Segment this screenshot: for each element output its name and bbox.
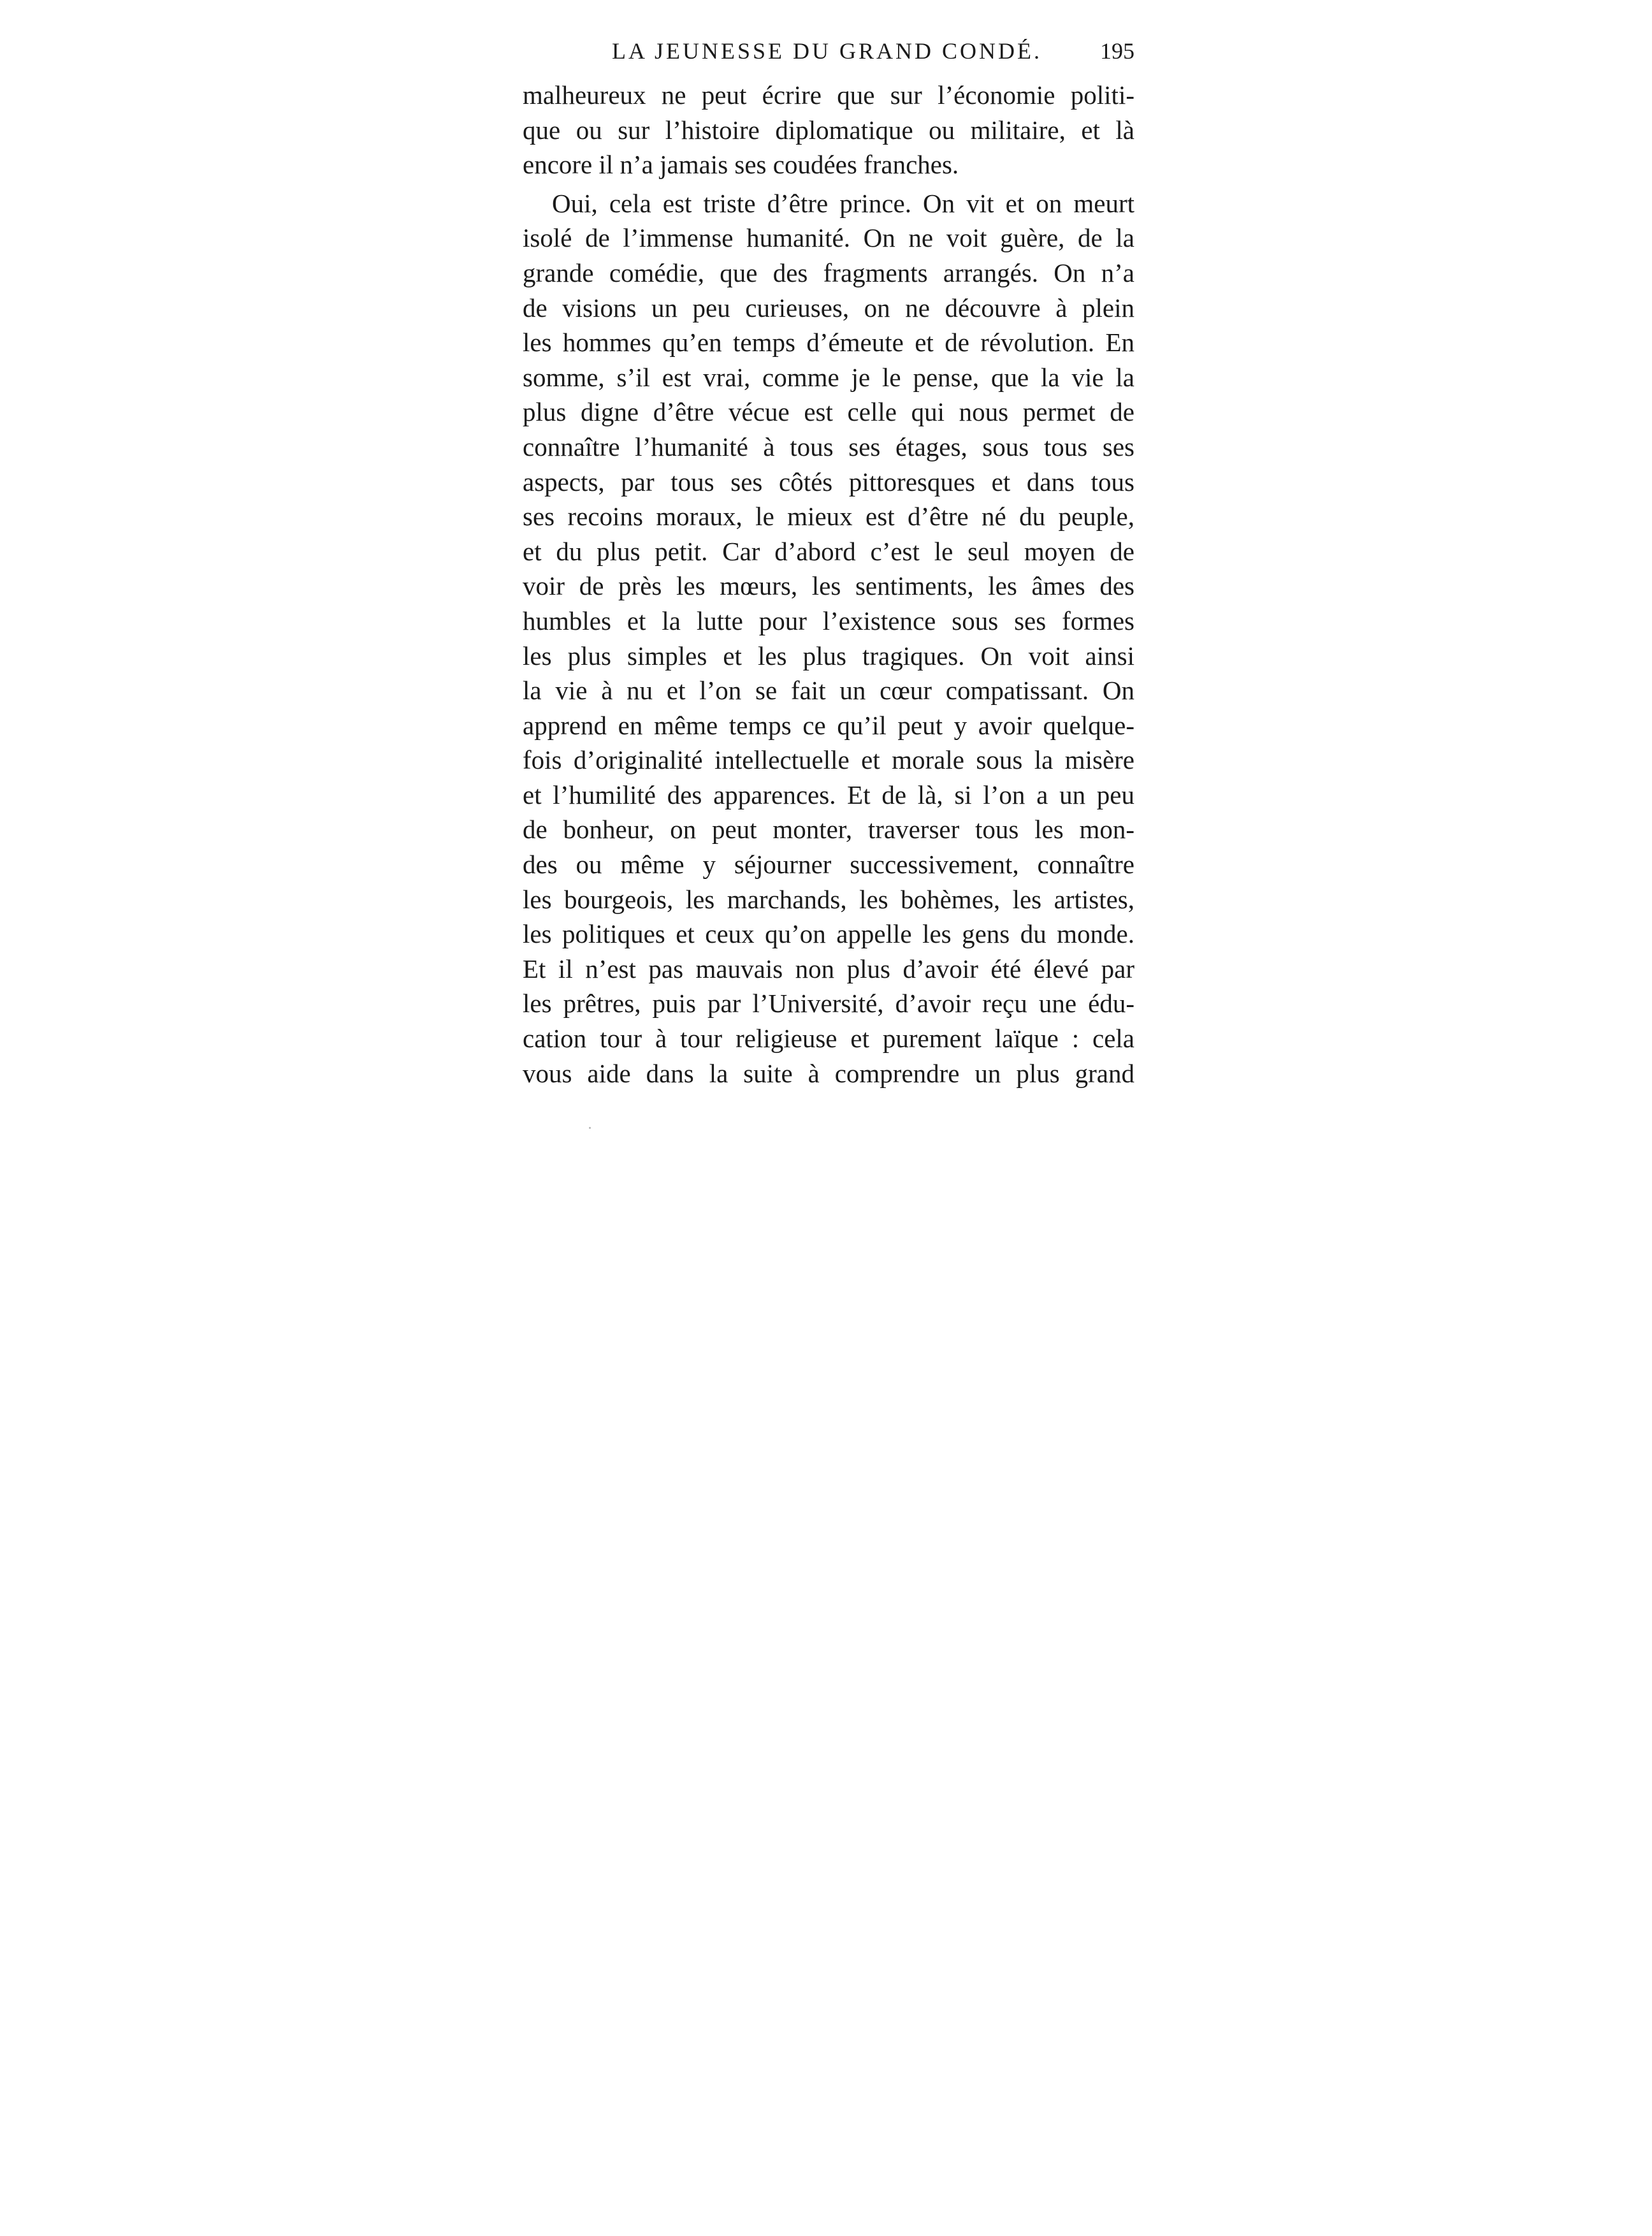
- text-line: apprend en même temps ce qu’il peut y avoir quelque-: [523, 710, 1134, 740]
- text-line: malheureux ne peut écrire que sur l’économie politi-: [523, 80, 1134, 110]
- print-speck: [589, 1127, 591, 1129]
- text-line: et l’humilité des apparences. Et de là, si l’on a un peu: [523, 780, 1134, 809]
- running-title: LA JEUNESSE DU GRAND CONDÉ.: [612, 38, 1043, 64]
- text-line: que ou sur l’histoire diplomatique ou militaire, et là: [523, 115, 1134, 145]
- text-line: de visions un peu curieuses, on ne découvre à plein: [523, 293, 1134, 323]
- text-line: les prêtres, puis par l’Université, d’avoir reçu une édu-: [523, 989, 1134, 1019]
- body-text: [523, 78, 1134, 1091]
- text-line: et du plus petit. Car d’abord c’est le seul moyen de: [523, 536, 1134, 566]
- text-line: aspects, par tous ses côtés pittoresques et dans tous: [523, 467, 1134, 497]
- text-line: cation tour à tour religieuse et purement laïque : cela: [523, 1024, 1134, 1054]
- text-line: somme, s’il est vrai, comme je le pense, que la vie la: [523, 362, 1134, 392]
- text-line: isolé de l’immense humanité. On ne voit guère, de la: [523, 223, 1134, 253]
- text-line: des ou même y séjourner successivement, connaître: [523, 850, 1134, 880]
- text-line: les politiques et ceux qu’on appelle les gens du monde.: [523, 919, 1134, 949]
- page-number: 195: [1100, 38, 1134, 64]
- text-line: encore il n’a jamais ses coudées franches.: [523, 150, 959, 180]
- text-line: ses recoins moraux, le mieux est d’être né du peuple,: [523, 502, 1134, 532]
- text-line: humbles et la lutte pour l’existence sous ses formes: [523, 606, 1134, 635]
- text-line: Oui, cela est triste d’être prince. On vit et on meurt: [552, 188, 1134, 218]
- text-line: vous aide dans la suite à comprendre un plus grand: [523, 1058, 1134, 1088]
- text-line: connaître l’humanité à tous ses étages, sous tous ses: [523, 432, 1134, 461]
- text-line: grande comédie, que des fragments arrangés. On n’a: [523, 258, 1134, 287]
- text-line: Et il n’est pas mauvais non plus d’avoir été élevé par: [523, 954, 1134, 984]
- text-line: les plus simples et les plus tragiques. On voit ainsi: [523, 641, 1134, 671]
- text-line: plus digne d’être vécue est celle qui nous permet de: [523, 397, 1134, 427]
- running-head: [523, 32, 1134, 70]
- text-line: les hommes qu’en temps d’émeute et de révolution. En: [523, 328, 1134, 358]
- text-line: les bourgeois, les marchands, les bohèmes, les artistes,: [523, 884, 1134, 914]
- text-line: voir de près les mœurs, les sentiments, les âmes des: [523, 571, 1134, 601]
- text-line: fois d’originalité intellectuelle et morale sous la misère: [523, 745, 1134, 775]
- text-line: la vie à nu et l’on se fait un cœur compatissant. On: [523, 676, 1134, 706]
- text-line: de bonheur, on peut monter, traverser tous les mon-: [523, 815, 1134, 845]
